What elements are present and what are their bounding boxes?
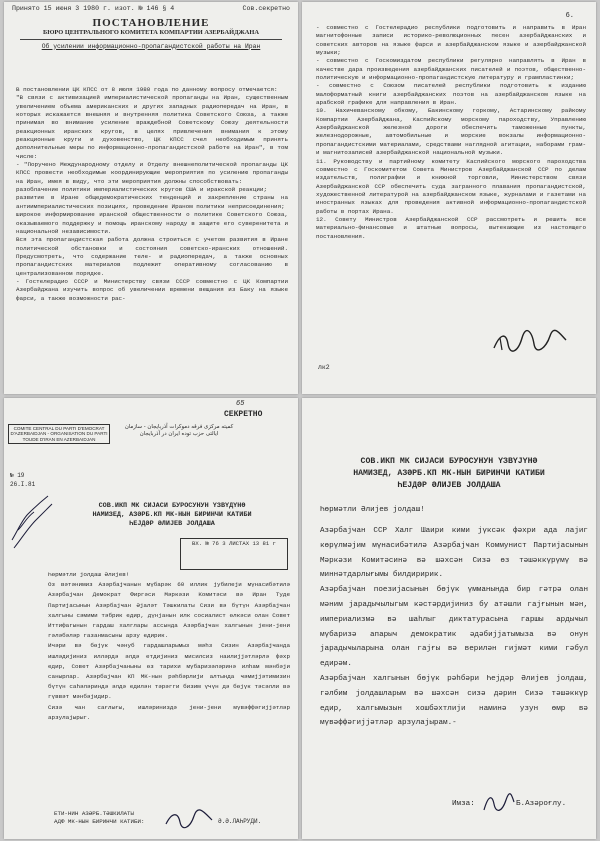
document-body: В постановлении ЦК КПСС от 8 июля 1980 года по данному вопросу отмечается: "В связи с активизацией империалистической пропаганды на Иран, существенным увеличением объема американских и других западных радиопередач на Иран, в которых искажается внешняя и внутренняя политика Советского Союза, а также принимая во внимание усиление враждебной Советскому Союзу деятельности реакционных иранских кругов, в целях привлечения внимания к этому реакционные круги и духовенство, ЦК КПСС счел необходимым принять дополнительные меры по информационно-пропагандистской работе на Иран", в том числе: - "Поручено Международному отделу и Отделу внешнеполитической пропаганды ЦК КПСС провести необходимые координирующие мероприятия по усилению пропаганды на Иран, имея в виду, что эти мероприятия должны способствовать: разоблачение политики империалистических кругов США и иракской реакции; развитие в Иране общедемократических тенденций и закрепление страны на антиимпериалистических позициях, проведение Ираном политики неприсоединения; широкое информирование иранской общественности о политике Советского Союза, оказываемого поддержку и помощь иранскому народу в защите его суверенитета и национальной независимости. Вся эта пропагандистская работа должна строиться с учетом развития в Иране политической обстановки и состояния советско-иранских отношений. Предусмотреть, что содержание теле- и радиопередач, а также основных пропагандистских материалов подлежит оперативному согласованию в централизованном порядке. - Гостелерадио СССР и Министерству связи СССР совместно с ЦК Компартии Азербайджана изучить вопрос об увеличении времени вещания из Баку на языке фарси, а также возможности рас- <box>16 86 288 302</box>
document-page-2 <box>302 2 596 394</box>
classification-label: Сов.секретно <box>242 5 290 12</box>
stamp-code: 65 <box>236 400 245 408</box>
document-subtitle: БЮРО ЦЕНТРАЛЬНОГО КОМИТЕТА КОМПАРТИИ АЗЕРБАЙДЖАНА <box>42 29 260 36</box>
handwritten-signature <box>164 808 214 830</box>
letter-greeting: Һөрмәтли Әлијев јолдаш! <box>320 506 425 514</box>
document-topic: Об усилении информационно-пропагандистской работы на Иран <box>41 42 261 50</box>
letter-body: Азәрбајҹан ССР Халг Шаири кими јүксәк фәхри ада лајиг көрүлмәјим мүнасибәтилә Азәрбајҹан Коммунист Партијасынын Мәркәзи Комитәсинә вә шәхсән Сизә өз тәшәккүрүмү вә миннәтдарлығымы билдиририк. Азәрбајҹан поезијасынын бөјүк үмманында бир гәтрә олан мәним јарадыҹылыгым кәстәрдијиниз бу атәшли гајғынын мән, империализмә вә шаһлыг диктатурасына гаршы ардыҹыл мүбаризә апарыҹ демократик әдәбијјатымыза вә онун јарадыҹыларына олан гајғы вә верилән гијмәт кими гәбул едирәм. Азәрбајҹан халгынын бөјүк рәһбәри Һејдәр Әлијев јолдаш, гәлбим јолдашларым вә шәхсән сизә дәрин Сизә тәшәккүр едир, халгымызын хошбәхтлији наминә узун өмр вә мүвәффәгијјәтләр арзулајырам.- <box>320 527 588 728</box>
signature-name: Б.Азәроғлу. <box>516 800 567 808</box>
addressee-line-2: НАМИЗЕД, АЗӘРБ.КП МК-НЫН БИРИНЧИ КАТИБИ <box>353 469 545 478</box>
document-page-1 <box>4 2 298 394</box>
secrecy-stamp: СЕКРЕТНО <box>224 410 263 419</box>
handwritten-signature <box>490 326 570 356</box>
signature-name: Ә.Ә.ЛАҺРУДИ. <box>218 818 262 825</box>
addressee-line-2: НАМИЗЕД, АЗӘРБ.КП МК-НЫН БИРИНЧИ КАТИБИ <box>92 511 252 519</box>
letter-body: Һөрмәтли јолдаш Әлијев! Оз вәтәнимиз Азәрбајҹанын мүбарәк 60 иллик јубилеји мүнасибәтилә Азәрбајҹан Демократ Фиргәси Мәркәзи Комитәси вә Иран Туде Партијасынын Азәрбајҹан Әјаләт Тәшкилаты Сизи вә бүтүн Азәрбајҹан халгыны сәмими тәбрик едир, дүнјанын илк сосиалист өлкәси олан Совет Иттифагынын гардаш халглары ассында Азәрбајҹан халгынын јени-јени гәләбәләр газанмасыны арзу едирик. Ичәри вә бөјүк ҹәнуб гардашларымыз мәһз Сизин Азәрбајҹанда ишләдијиниз илләрдә әлдә етдијиниз мисилсиз наилијјәтләрлә фәхр едир, Совет Азәрбајҹаныны өз тарихи мүбаризәләринә илһам мәнбәји санырлар. Азәрбајҹан КП МК-нын рәһбәрлији алтында ҹәмијјәтимизин бүтүн саһәләриндә әлдә едилән тәрәгги бизим үчүн дә бөјүк тәсәлли вә гүввәт мәнбәјидир. Сизә ҹан сағлығы, ишләриниздә јени-јени мүвәффәгијјәтләр арзулајырыг. <box>48 571 290 721</box>
signature-role-2: АДФ МК-НЫН БИРИНЧИ КАТИБИ: <box>54 818 145 825</box>
addressee-line-3: ҺЕЈДӘР ӘЛИЈЕВ ЈОЛДАША <box>397 481 501 490</box>
document-page-4 <box>302 398 596 839</box>
page-number: 6. <box>565 12 574 20</box>
document-page-3 <box>4 398 298 839</box>
addressee-line-3: ҺЕЈДӘР ӘЛИЈЕВ ЈОЛДАША <box>129 520 215 528</box>
footer-mark: лк2 <box>318 364 330 371</box>
organization-letterhead-fr: COMITE CENTRAL DU PARTI D'EMOCRAT D'AZERBAIDJAN - ORGANISATION DU PARTI TOUDE D'IRAN EN AZERBAIDJAN <box>8 424 110 444</box>
document-title: ПОСТАНОВЛЕНИЕ <box>92 17 210 29</box>
organization-letterhead-fa: کمیته مرکزی فرقه دموکرات آذربایجان - سازمان ایالتی حزب توده ایران در آذربایجان <box>124 424 234 437</box>
reference-number: № 19 <box>10 472 25 479</box>
signature-label: Имза: <box>452 800 475 808</box>
document-body: - совместно с Гостелерадио республики подготовить и направить в Иран магнитофонные записи историко-революционных песен азербайджанских и советских авторов на языке фарси и азербайджанском языке и азербайджанской музыки; - совместно с Госкомиздатом республики регулярно направлять в Иран в качестве дара произведения азербайджанских писателей и поэтов, общественно-политическую и информационно-пропагандистскую литературу и грампластинки; - совместно с Союзом писателей республики подготовить к изданию малоформатный книги азербайджанских поэтов на азербайджанском языке на арабской графике для направления в Иран. 10. Нахичеванскому обкому, Бакинскому горкому, Астаринскому райкому Компартии Азербайджана, Каспийскому морскому пароходству, Управлению Азербайджанской железной дороги обеспечить таможенные пункты, железнодорожные, автомобильные и морские вокзалы информационно-пропагандистскими материалами, средствами наглядной агитации, наборами грам- и магнитозаписей азербайджанской национальной музыки. 11. Руководству и партийному комитету Каспийского морского пароходства совместно с Госкомитетом Совета Министров Азербайджанской ССР по делам издательств, полиграфии и книжной торговли, Министерством связи Азербайджанской ССР обеспечить суда загранного плавания пропагандистской, художественной литературой на азербайджанском языке, журналами и газетами на иностранных языках для проведения активной информационно-пропагандистской работы в портах Ирана. 12. Совету Министров Азербайджанской ССР рассмотреть и решить все материально-финансовые и штатные вопросы, вытекающие из настоящего постановления. <box>316 24 586 240</box>
registration-line: Принято 15 июня 3 1980 г. изот. № 146 § 4 <box>12 5 175 12</box>
handwritten-signature <box>482 792 516 814</box>
addressee-line-1: СОВ.ИКП МК СИЈАСИ БУРОСУНУН ҮЗВҮДҮНӨ <box>98 502 246 510</box>
signature-role-1: ЕТИ-НИН АЗӘРБ.ТӘШКИЛАТЫ <box>54 810 135 817</box>
divider <box>20 39 282 40</box>
reference-date: 26.I.81 <box>10 481 36 488</box>
incoming-registration-stamp: ВХ. № 76 3 ЛИСТАХ 13 81 г <box>180 538 288 570</box>
handwritten-annotation <box>8 490 54 550</box>
addressee-line-1: СОВ.ИКП МК СИЈАСИ БУРОСУНУН ҮЗВҮЈҮНӘ <box>360 457 538 466</box>
